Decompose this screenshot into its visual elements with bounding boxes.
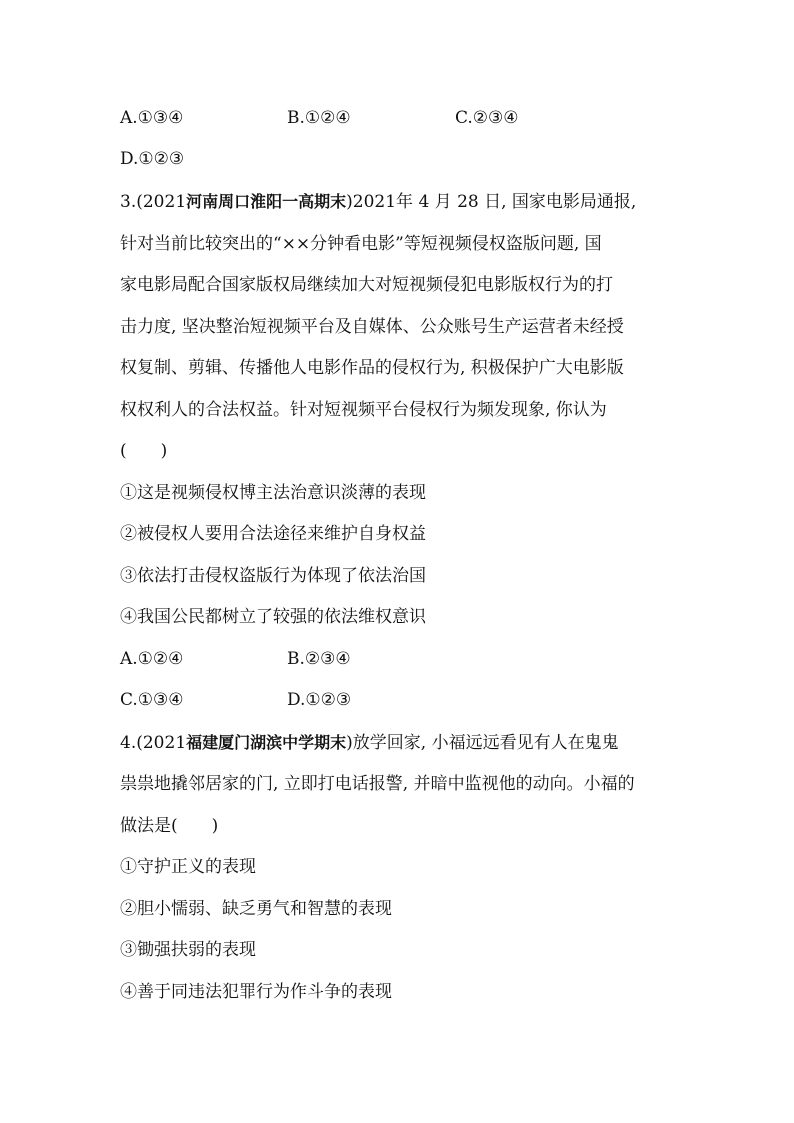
q3-paren-open: (2021 [136,192,187,212]
q3-stem-line-4: 击力度, 坚决整治短视频平台及自媒体、公众账号生产运营者未经授 [120,317,624,337]
q2-option-c: C.②③④ [455,108,519,128]
q4-stem-line-1 [120,733,619,753]
q3-statement-4: ④我国公民都树立了较强的依法维权意识 [120,607,426,627]
q3-stem-rest: )2021年 4 月 28 日, 国家电影局通报, [346,192,637,212]
q2-option-d: D.①②③ [120,149,185,169]
q3-stem-line-6: 权权利人的合法权益。针对短视频平台侵权行为频发现象, 你认为 [120,400,607,420]
q4-stem-rest: )放学回家, 小福远远看见有人在鬼鬼 [346,733,619,753]
q3-source: 河南周口淮阳一高期末 [186,192,347,211]
q3-statement-3: ③依法打击侵权盗版行为体现了依法治国 [120,566,426,586]
q3-option-d: D.①②③ [287,690,352,710]
q3-option-c: C.①③④ [120,690,184,710]
q3-stem-line-2: 针对当前比较突出的“××分钟看电影”等短视频侵权盗版问题, 国 [120,234,602,254]
q4-stem-line-3: 做法是( ) [120,816,219,836]
q4-statement-4: ④善于同违法犯罪行为作斗争的表现 [120,982,392,1002]
q2-option-a: A.①③④ [120,108,184,128]
q3-statement-1: ①这是视频侵权博主法治意识淡薄的表现 [120,483,426,503]
q3-answer-blank: ( ) [120,441,168,461]
q3-number: 3. [120,192,137,212]
q3-stem-line-5: 权复制、剪辑、传播他人电影作品的侵权行为, 积极保护广大电影版 [120,358,624,378]
q2-option-b: B.①②④ [287,108,351,128]
q4-number: 4. [120,733,137,753]
q3-option-a: A.①②④ [120,649,184,669]
q4-statement-3: ③锄强扶弱的表现 [120,940,256,960]
q4-stem-line-2: 祟祟地撬邻居家的门, 立即打电话报警, 并暗中监视他的动向。小福的 [120,774,635,794]
q4-statement-2: ②胆小懦弱、缺乏勇气和智慧的表现 [120,899,392,919]
q3-stem-line-1 [120,192,636,212]
q3-statement-2: ②被侵权人要用合法途径来维护自身权益 [120,524,426,544]
q3-option-b: B.②③④ [287,649,351,669]
q4-source: 福建厦门湖滨中学期末 [186,733,347,752]
q4-statement-1: ①守护正义的表现 [120,857,256,877]
q3-stem-line-3: 家电影局配合国家版权局继续加大对短视频侵犯电影版权行为的打 [120,275,613,295]
q4-paren-open: (2021 [136,733,187,753]
